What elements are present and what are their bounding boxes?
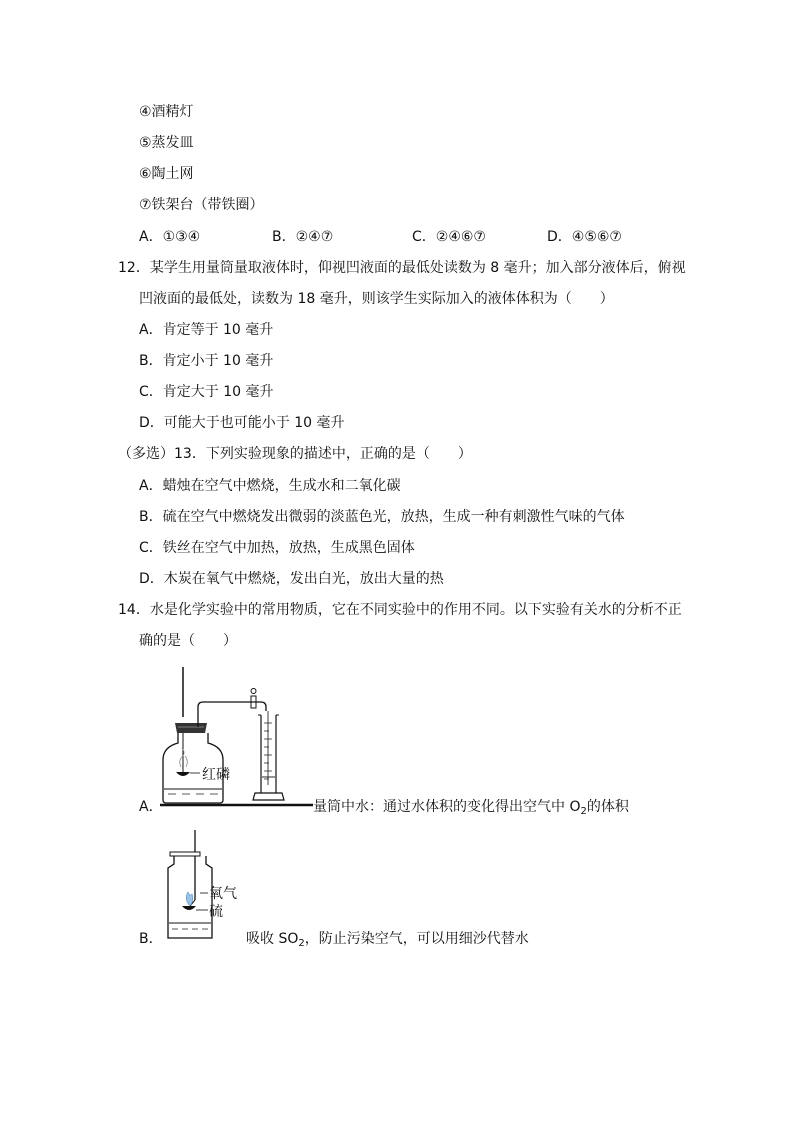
- figure-label-sulfur: 硫: [209, 904, 223, 920]
- q14-option-a-subscript: 2: [580, 806, 587, 817]
- q11-option-c: C．②④⑥⑦: [412, 229, 486, 245]
- q14-option-b-text: [246, 929, 529, 949]
- q14-option-a-text-pre: 量筒中水：通过水体积的变化得出空气中 O: [313, 799, 581, 815]
- q12-option-a: A．肯定等于 10 毫升: [139, 322, 274, 338]
- q11-item-5: ⑤蒸发皿: [139, 135, 194, 151]
- q14-option-b-letter: B．: [139, 931, 163, 947]
- figure-label-oxygen: 氧气: [209, 886, 237, 902]
- q12-stem-line1: 12．某学生用量筒量取液体时，仰视凹液面的最低处读数为 8 毫升；加入部分液体后，俯视: [118, 260, 686, 276]
- figure-phosphorus-apparatus: [158, 665, 318, 810]
- q14-stem-line1: 14．水是化学实验中的常用物质，它在不同实验中的作用不同。以下实验有关水的分析不正: [118, 602, 682, 618]
- q13-stem: （多选）13．下列实验现象的描述中，正确的是（ ）: [118, 446, 472, 462]
- q14-option-a-letter: A．: [139, 799, 163, 815]
- q12-option-c: C．肯定大于 10 毫升: [139, 384, 274, 400]
- q14-option-b-text-pre: 吸收 SO: [246, 931, 299, 947]
- figure-label-red-phosphorus: 红磷: [202, 767, 230, 783]
- q12-stem-line2: 凹液面的最低处，读数为 18 毫升，则该学生实际加入的液体体积为（ ）: [139, 291, 614, 307]
- q13-option-c: C．铁丝在空气中加热，放热，生成黑色固体: [139, 540, 415, 556]
- q11-option-a: A．①③④: [139, 229, 201, 245]
- q13-option-a: A．蜡烛在空气中燃烧，生成水和二氧化碳: [139, 478, 401, 494]
- q13-option-d: D．木炭在氧气中燃烧，发出白光，放出大量的热: [139, 571, 444, 587]
- q11-item-4: ④酒精灯: [139, 104, 194, 120]
- figure-sulfur-apparatus: [160, 828, 250, 943]
- q14-stem-line2: 确的是（ ）: [139, 633, 237, 649]
- q12-option-d: D．可能大于也可能小于 10 毫升: [139, 415, 345, 431]
- q12-option-b: B．肯定小于 10 毫升: [139, 353, 274, 369]
- q11-item-6: ⑥陶土网: [139, 166, 194, 182]
- q14-option-a-text: [313, 797, 629, 817]
- q14-option-b-subscript: 2: [298, 938, 305, 949]
- q11-option-b: B．②④⑦: [272, 229, 334, 245]
- q13-option-b: B．硫在空气中燃烧发出微弱的淡蓝色光，放热，生成一种有刺激性气味的气体: [139, 509, 625, 525]
- q11-item-7: ⑦铁架台（带铁圈）: [139, 197, 264, 213]
- q11-option-d: D．④⑤⑥⑦: [547, 229, 622, 245]
- q14-option-b-text-post: ，防止污染空气，可以用细沙代替水: [304, 931, 529, 947]
- q14-option-a-text-post: 的体积: [586, 799, 629, 815]
